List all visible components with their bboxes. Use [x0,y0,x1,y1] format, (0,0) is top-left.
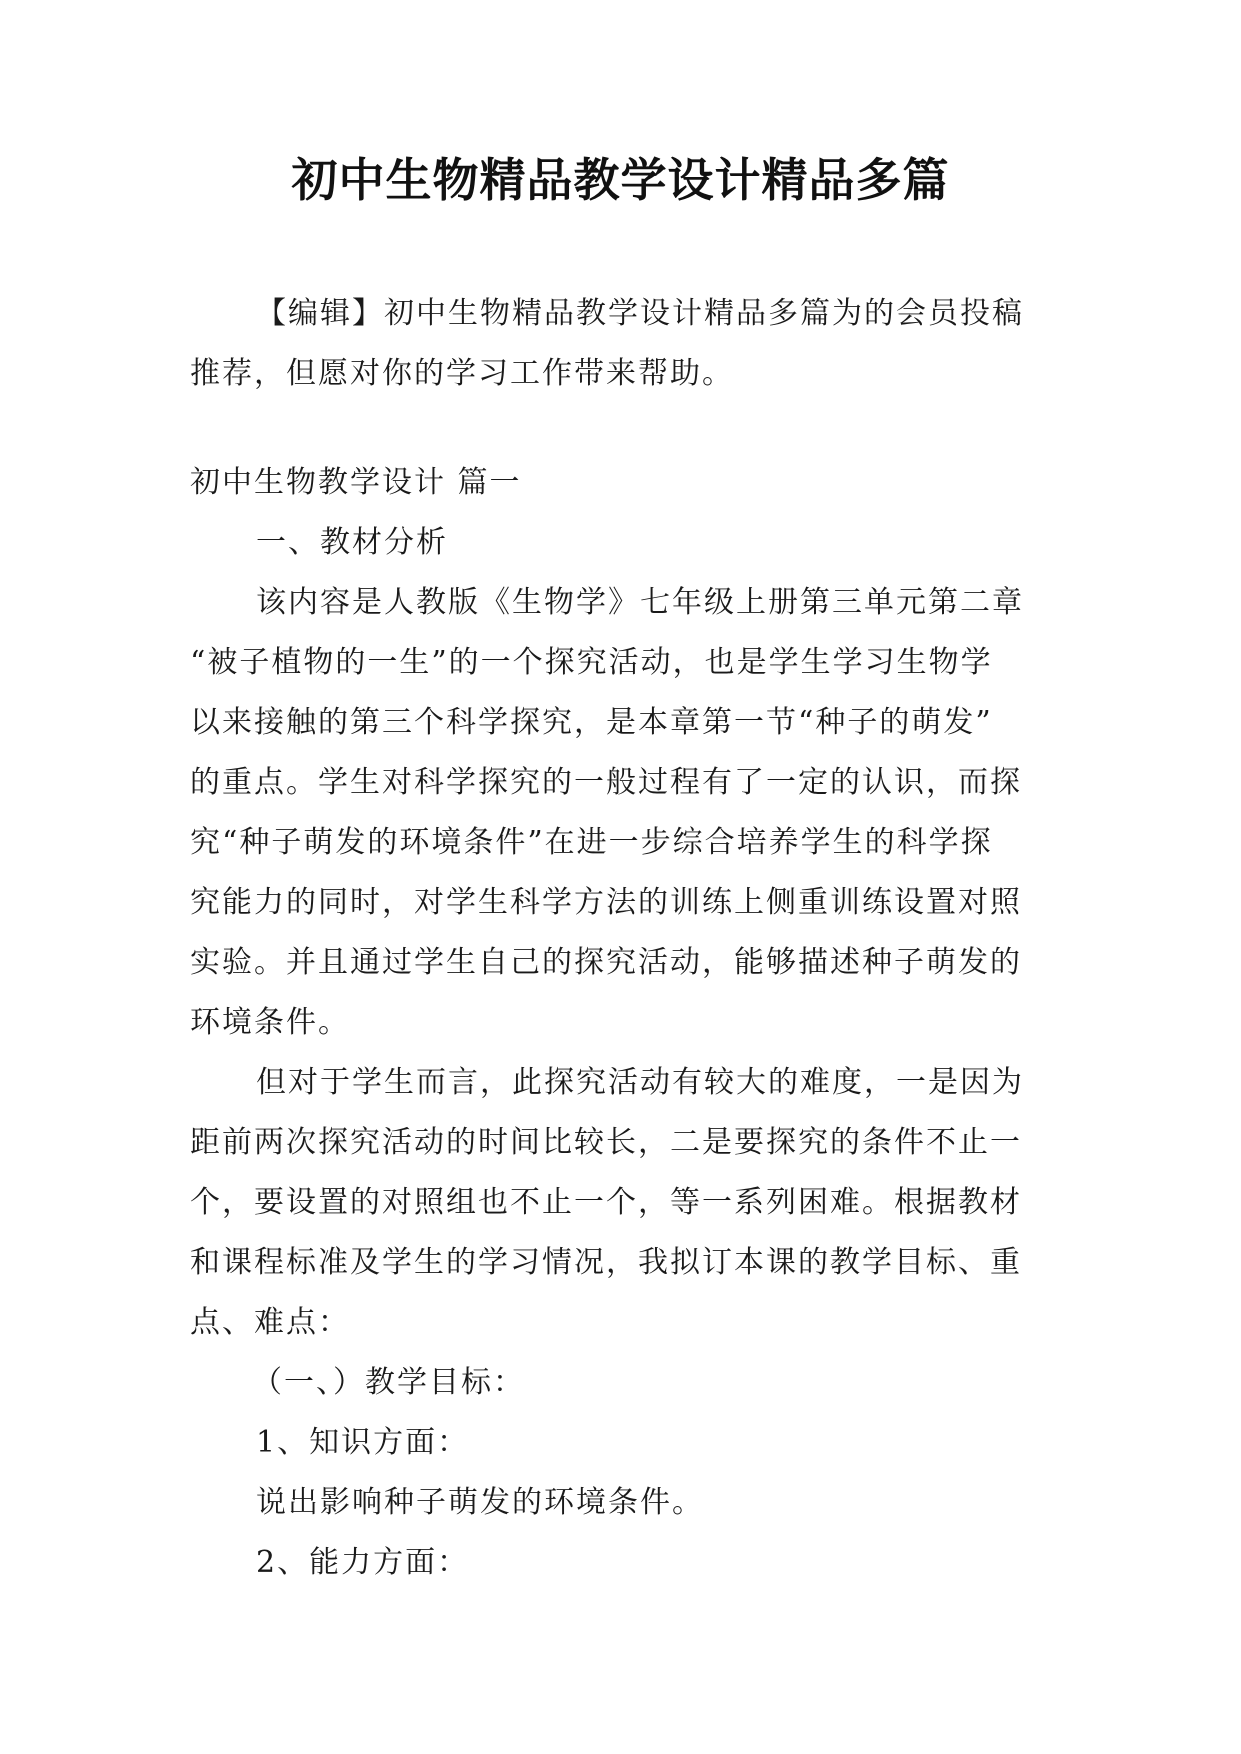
paragraph-difficulty [190,1053,1050,1353]
knowledge-heading: 1、知识方面： [256,1425,470,1460]
paragraph-line: 环境条件。 [190,1005,350,1040]
paragraph-line: 点、难点： [190,1305,350,1340]
paragraph-line: 以来接触的第三个科学探究，是本章第一节“种子的萌发” [190,705,993,740]
section-heading: 初中生物教学设计 篇一 [190,465,522,500]
ability-heading: 2、能力方面： [256,1545,470,1580]
paragraph-line: 该内容是人教版《生物学》七年级上册第三单元第二章 [256,585,1024,620]
subheading-textbook-analysis: 一、教材分析 [256,525,448,560]
document-body [190,453,1050,1593]
paragraph-line: 距前两次探究活动的时间比较长，二是要探究的条件不止一 [190,1125,1022,1160]
paragraph-line: 究能力的同时，对学生科学方法的训练上侧重训练设置对照 [190,885,1022,920]
intro-line: 推荐，但愿对你的学习工作带来帮助。 [190,356,734,391]
document-title: 初中生物精品教学设计精品多篇 [291,153,950,207]
paragraph-line: 和课程标准及学生的学习情况，我拟订本课的教学目标、重 [190,1245,1022,1280]
intro-paragraph [190,284,1050,404]
paragraph-line: “被子植物的一生”的一个探究活动，也是学生学习生物学 [190,645,993,680]
paragraph-line: 的重点。学生对科学探究的一般过程有了一定的认识，而探 [190,765,1022,800]
knowledge-text: 说出影响种子萌发的环境条件。 [256,1485,704,1520]
paragraph-line: 究“种子萌发的环境条件”在进一步综合培养学生的科学探 [190,825,993,860]
paragraph-line: 实验。并且通过学生自己的探究活动，能够描述种子萌发的 [190,945,1022,980]
paragraph-line: 但对于学生而言，此探究活动有较大的难度，一是因为 [256,1065,1024,1100]
objectives-heading: （一、）教学目标： [252,1365,525,1400]
paragraph-analysis [190,573,1050,1053]
intro-line: 【编辑】初中生物精品教学设计精品多篇为的会员投稿 [256,296,1024,331]
paragraph-line: 个，要设置的对照组也不止一个，等一系列困难。根据教材 [190,1185,1022,1220]
